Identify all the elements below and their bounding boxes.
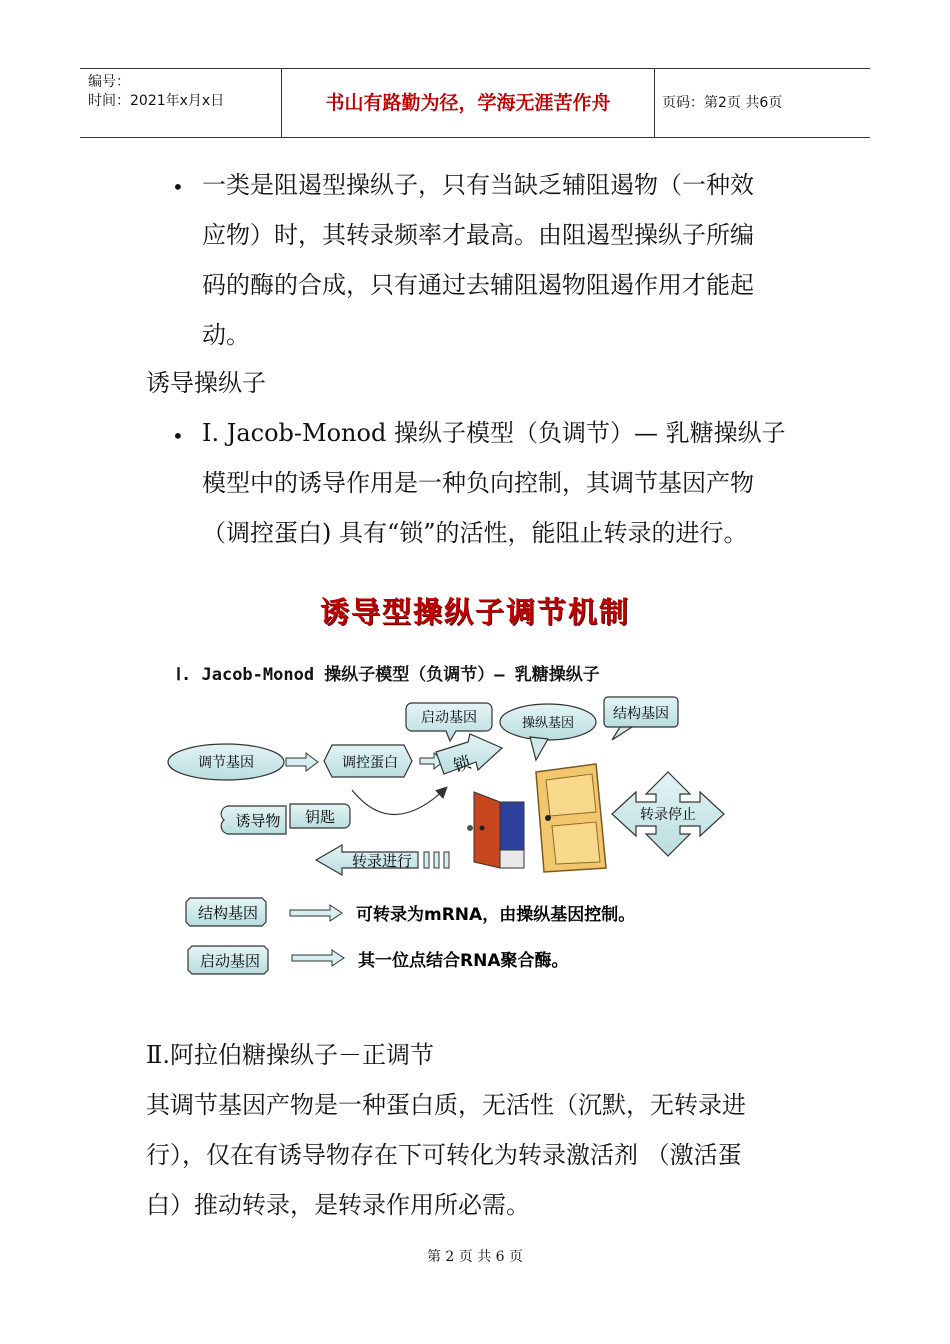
arrow-regulator-to-protein: [286, 753, 318, 771]
section2-line2: 行），仅在有诱导物存在下可转化为转录激活剂 （激活蛋: [146, 1141, 742, 1169]
page-footer: 第 2 页 共 6 页: [426, 1249, 524, 1265]
legend-structural: [186, 898, 635, 926]
bullet-1: •: [172, 175, 184, 199]
legend-promoter-desc: 其一位点结合RNA聚合酶。: [358, 951, 569, 971]
para1-line3: 码的酶的合成，只有通过去辅阻遏物阻遏作用才能起: [202, 271, 754, 299]
diagram-subtitle: Ⅰ. Jacob-Monod 操纵子模型（负调节）— 乳糖操纵子: [176, 665, 600, 685]
para2-line3: （调控蛋白) 具有“锁”的活性，能阻止转录的进行。: [202, 519, 748, 547]
bullet-2: •: [172, 424, 184, 448]
doc-time-label: 时间：2021年x月x日: [88, 93, 225, 109]
key-label: 钥匙: [304, 808, 336, 826]
closed-door-icon: [536, 764, 606, 872]
section2-heading: Ⅱ.阿拉伯糖操纵子－正调节: [146, 1041, 434, 1069]
curved-arrow-key: [352, 788, 446, 815]
transcription-go-label: 转录进行: [351, 852, 413, 870]
para1-line4: 动。: [202, 321, 250, 349]
legend-structural-desc: 可转录为mRNA，由操纵基因控制。: [356, 905, 636, 925]
regulator-gene-label: 调节基因: [198, 755, 254, 771]
regulator-gene-node: [168, 744, 284, 780]
diagram-title: 诱导型操纵子调节机制: [319, 595, 630, 629]
para1-line1: 一类是阻遏型操纵子，只有当缺乏辅阻遏物（一种效: [202, 171, 754, 199]
para1-line2: 应物）时，其转录频率才最高。由阻遏型操纵子所编: [202, 221, 754, 249]
legend-promoter-label: 启动基因: [199, 952, 261, 970]
operator-callout: [500, 704, 596, 760]
para2-line2: 模型中的诱导作用是一种负向控制，其调节基因产物: [202, 469, 754, 497]
key-node: [290, 804, 350, 828]
structural-callout-label: 结构基因: [613, 706, 669, 722]
para2-line1: I. Jacob-Monod 操纵子模型（负调节）— 乳糖操纵子: [202, 419, 786, 447]
transcription-stop-node: [612, 772, 724, 856]
inducer-label: 诱导物: [235, 812, 281, 830]
promoter-callout-label: 启动基因: [421, 710, 477, 726]
promoter-callout: [406, 703, 492, 741]
transcription-stop-label: 转录停止: [640, 807, 696, 823]
header-page-info: 页码：第2页 共6页: [662, 95, 783, 111]
structural-callout: [604, 697, 678, 740]
section2-line1: 其调节基因产物是一种蛋白质，无活性（沉默，无转录进: [146, 1091, 746, 1119]
operator-callout-label: 操纵基因: [521, 716, 575, 731]
doc-number-label: 编号：: [88, 74, 130, 90]
regulatory-protein-node: [324, 745, 412, 777]
open-door-icon: [467, 792, 524, 868]
section2-line3: 白）推动转录，是转录作用所必需。: [146, 1191, 530, 1219]
transcription-go-arrow: [316, 845, 449, 875]
lock-label: 锁: [451, 752, 474, 778]
legend-structural-label: 结构基因: [197, 904, 259, 922]
legend-promoter: [188, 946, 568, 974]
lock-node: [436, 734, 502, 777]
regulatory-protein-label: 调控蛋白: [342, 755, 398, 771]
inducer-node: [221, 806, 286, 834]
header-motto: 书山有路勤为径，学海无涯苦作舟: [282, 69, 655, 137]
heading-inducible-operon: 诱导操纵子: [146, 369, 266, 397]
